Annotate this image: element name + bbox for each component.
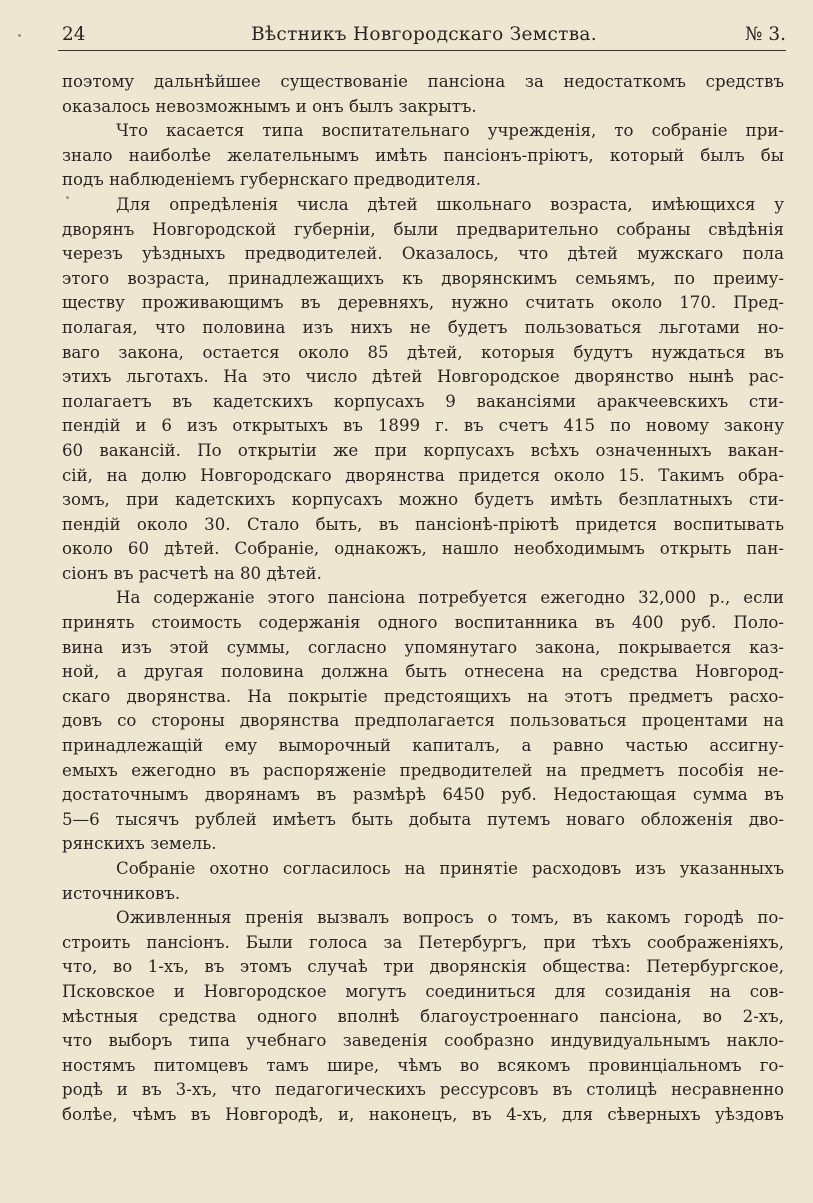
- text-line: болѣе, чѣмъ въ Новгородѣ, и, наконецъ, въ 4-хъ, для сѣверныхъ уѣздовъ: [62, 1104, 784, 1124]
- header-rule: [58, 50, 786, 51]
- text-line: ществу проживающимъ въ деревняхъ, нужно считать около 170. Пред-: [62, 293, 784, 313]
- text-line: мѣстныя средства одного вполнѣ благоустроеннаго пансіона, во 2-хъ,: [62, 1006, 784, 1026]
- text-line: вина изъ этой суммы, согласно упомянутаго закона, покрывается каз-: [62, 637, 784, 657]
- page-number: 24: [62, 24, 86, 45]
- text-line: сій, на долю Новгородскаго дворянства придется около 15. Такимъ обра-: [62, 465, 784, 485]
- text-line: этихъ льготахъ. На это число дѣтей Новгородское дворянство нынѣ рас-: [62, 367, 784, 387]
- text-line: знало наиболѣе желательнымъ имѣть пансіонъ-пріютъ, который былъ бы: [62, 145, 784, 165]
- text-line: сіонъ въ расчетѣ на 80 дѣтей.: [62, 563, 322, 583]
- text-line: 5—6 тысячъ рублей имѣетъ быть добыта путемъ новаго обложенія дво-: [62, 809, 784, 829]
- text-line: этого возраста, принадлежащихъ къ дворянскимъ семьямъ, по преиму-: [62, 268, 784, 288]
- text-line: принять стоимость содержанія одного воспитанника въ 400 руб. Поло-: [62, 613, 784, 633]
- paper-speck: [66, 196, 69, 199]
- text-line: ной, а другая половина должна быть отнесена на средства Новгород-: [62, 662, 784, 682]
- text-line: Оживленныя пренія вызвалъ вопросъ о томъ, въ какомъ городѣ по-: [116, 908, 784, 928]
- text-line: довъ со стороны дворянства предполагается пользоваться процентами на: [62, 711, 784, 731]
- text-line: поэтому дальнѣйшее существованіе пансіона за недостаткомъ средствъ: [62, 72, 784, 91]
- paper-speck: [18, 34, 21, 37]
- text-line: ваго закона, остается около 85 дѣтей, которыя будутъ нуждаться въ: [62, 342, 784, 362]
- text-line: пендій около 30. Стало быть, въ пансіонѣ-пріютѣ придется воспитывать: [62, 514, 784, 534]
- text-line: подъ наблюденіемъ губернскаго предводителя.: [62, 170, 482, 190]
- text-line: Собраніе охотно согласилось на принятіе расходовъ изъ указанныхъ: [116, 859, 784, 878]
- journal-title: Вѣстникъ Новгородскаго Земства.: [251, 24, 597, 45]
- body-text: [62, 70, 784, 1128]
- text-line: около 60 дѣтей. Собраніе, однакожъ, нашло необходимымъ открыть пан-: [62, 539, 784, 559]
- text-line: источниковъ.: [62, 883, 181, 903]
- text-line: черезъ уѣздныхъ предводителей. Оказалось, что дѣтей мужскаго пола: [62, 244, 784, 264]
- text-line: полагая, что половина изъ нихъ не будетъ пользоваться льготами но-: [62, 317, 784, 337]
- text-line: строить пансіонъ. Были голоса за Петербургъ, при тѣхъ соображеніяхъ,: [62, 932, 784, 952]
- text-line: 60 вакансій. По открытіи же при корпусахъ всѣхъ означенныхъ вакан-: [62, 440, 784, 460]
- text-line: Что касается типа воспитательнаго учрежденія, то собраніе при-: [116, 121, 784, 141]
- text-line: пендій и 6 изъ открытыхъ въ 1899 г. въ счетъ 415 по новому закону: [62, 416, 784, 436]
- text-line: Для опредѣленія числа дѣтей школьнаго возраста, имѣющихся у: [116, 194, 784, 214]
- text-line: что, во 1-хъ, въ этомъ случаѣ три дворянскія общества: Петербургское,: [62, 957, 784, 977]
- text-line: что выборъ типа учебнаго заведенія сообразно индувидуальнымъ накло-: [62, 1031, 784, 1051]
- text-line: зомъ, при кадетскихъ корпусахъ можно будетъ имѣть безплатныхъ сти-: [62, 490, 784, 510]
- text-line: ностямъ питомцевъ тамъ шире, чѣмъ во всякомъ провинціальномъ го-: [62, 1055, 784, 1075]
- issue-number: № 3.: [744, 24, 786, 45]
- text-line: дворянъ Новгородской губерніи, были предварительно собраны свѣдѣнія: [62, 219, 784, 239]
- text-line: родѣ и въ 3-хъ, что педагогическихъ рессурсовъ въ столицѣ несравненно: [62, 1080, 784, 1100]
- page-header: [62, 20, 786, 48]
- text-line: емыхъ ежегодно въ распоряженіе предводителей на предметъ пособія не-: [62, 760, 784, 780]
- text-line: рянскихъ земель.: [62, 834, 217, 854]
- text-line: скаго дворянства. На покрытіе предстоящихъ на этотъ предметъ расхо-: [62, 686, 784, 706]
- text-line: достаточнымъ дворянамъ въ размѣрѣ 6450 руб. Недостающая сумма въ: [62, 785, 784, 805]
- text-line: На содержаніе этого пансіона потребуется ежегодно 32,000 р., если: [116, 588, 784, 608]
- text-line: принадлежащій ему выморочный капиталъ, а равно частью ассигну-: [62, 736, 784, 756]
- text-line: Псковское и Новгородское могутъ соединиться для созиданія на сов-: [62, 981, 784, 1001]
- text-line: оказалось невозможнымъ и онъ былъ закрытъ.: [62, 96, 477, 116]
- text-line: полагаетъ въ кадетскихъ корпусахъ 9 вакансіями аракчеевскихъ сти-: [62, 391, 784, 411]
